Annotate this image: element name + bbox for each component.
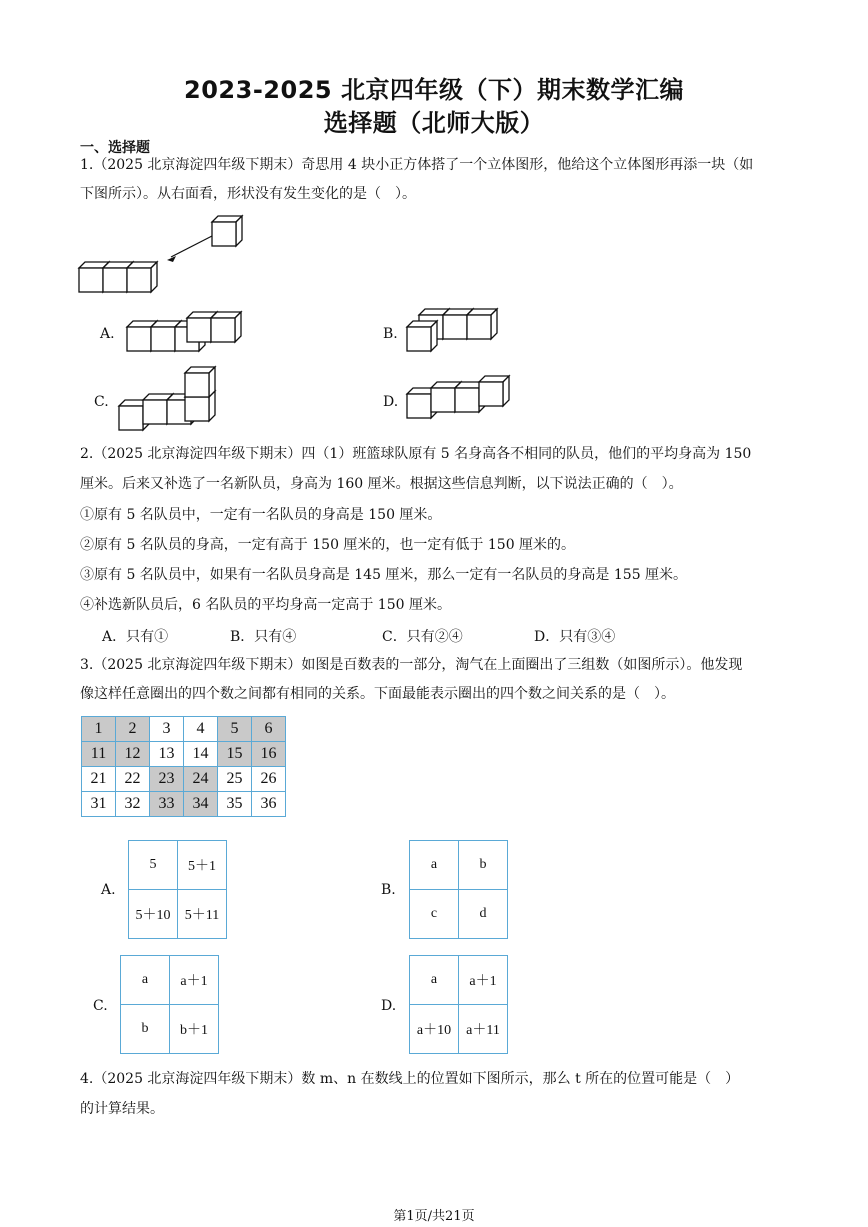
- page-title: 2023-2025 北京四年级（下）期末数学汇编: [184, 76, 684, 104]
- q3-option-a-cell: 5＋11: [178, 890, 227, 939]
- q4-text-line1: 4.（2025 北京海淀四年级下期末）数 m、n 在数线上的位置如下图所示，那么 t 所在的位置可能是（ ）: [80, 1071, 740, 1087]
- q3-option-d-label: D.: [381, 998, 397, 1014]
- q2-option-b[interactable]: B．只有④: [230, 629, 297, 645]
- hundred-chart-cell: 36: [252, 792, 286, 817]
- q3-option-b-label: B.: [381, 882, 396, 898]
- hundred-chart-cell: 23: [150, 767, 184, 792]
- page-subtitle: 选择题（北师大版）: [323, 109, 545, 137]
- q1-option-b-figure[interactable]: [403, 305, 508, 357]
- q3-option-d-cell: a＋10: [410, 1005, 459, 1054]
- hundred-chart-cell: 15: [218, 742, 252, 767]
- hundred-chart-cell: 12: [116, 742, 150, 767]
- q1-option-d-figure[interactable]: [403, 372, 518, 424]
- q1-original-figure: [75, 210, 255, 302]
- q1-option-c-label: C.: [94, 394, 109, 410]
- q1-text-line2: 下图所示）。从右面看，形状没有发生变化的是（ ）。: [80, 186, 416, 202]
- q3-option-a-label: A.: [101, 882, 116, 898]
- q3-option-c-cell: a: [121, 956, 170, 1005]
- section-heading: 一、选择题: [80, 140, 150, 156]
- q1-option-d-label: D.: [383, 394, 399, 410]
- q1-option-b-label: B.: [383, 326, 398, 342]
- q3-option-c-cell: b＋1: [170, 1005, 219, 1054]
- q2-text-line2: 厘米。后来又补选了一名新队员，身高为 160 厘米。根据这些信息判断，以下说法正确的（ ）。: [80, 476, 683, 492]
- q1-arrow: [171, 236, 212, 257]
- q2-statement-4: ④补选新队员后，6 名队员的平均身高一定高于 150 厘米。: [80, 597, 451, 613]
- q3-option-d-cell: a＋1: [459, 956, 508, 1005]
- hundred-chart-cell: 6: [252, 717, 286, 742]
- q3-text-line2: 像这样任意圈出的四个数之间都有相同的关系。下面最能表示圈出的四个数之间关系的是（ ）。: [80, 686, 675, 702]
- hundred-chart-cell: 22: [116, 767, 150, 792]
- q3-option-d-box[interactable]: [409, 955, 508, 1054]
- hundred-chart-cell: 26: [252, 767, 286, 792]
- q3-option-b-cell: b: [459, 841, 508, 890]
- page-footer: 第1页/共21页: [393, 1209, 475, 1224]
- q3-option-a-cell: 5: [129, 841, 178, 890]
- hundred-chart-cell: 16: [252, 742, 286, 767]
- hundred-chart-table: [81, 716, 286, 817]
- q1-option-a-label: A.: [100, 326, 115, 342]
- q3-option-a-box[interactable]: [128, 840, 227, 939]
- q3-option-b-box[interactable]: [409, 840, 508, 939]
- hundred-chart-cell: 32: [116, 792, 150, 817]
- hundred-chart-cell: 34: [184, 792, 218, 817]
- q1-option-c-figure[interactable]: [115, 364, 225, 436]
- hundred-chart-cell: 11: [82, 742, 116, 767]
- hundred-chart-cell: 1: [82, 717, 116, 742]
- q2-option-d[interactable]: D．只有③④: [534, 629, 616, 645]
- hundred-chart-cell: 4: [184, 717, 218, 742]
- hundred-chart-cell: 3: [150, 717, 184, 742]
- q3-option-b-cell: d: [459, 890, 508, 939]
- q1-option-a-figure[interactable]: [125, 310, 250, 354]
- hundred-chart-cell: 2: [116, 717, 150, 742]
- q2-option-a[interactable]: A．只有①: [102, 629, 169, 645]
- hundred-chart-cell: 21: [82, 767, 116, 792]
- hundred-chart-cell: 24: [184, 767, 218, 792]
- q3-option-a-cell: 5＋10: [129, 890, 178, 939]
- q2-option-c[interactable]: C．只有②④: [382, 629, 463, 645]
- q3-option-d-cell: a＋11: [459, 1005, 508, 1054]
- q3-option-a-cell: 5＋1: [178, 841, 227, 890]
- q2-statement-1: ①原有 5 名队员中，一定有一名队员的身高是 150 厘米。: [80, 507, 442, 523]
- q3-option-b-cell: a: [410, 841, 459, 890]
- q3-option-c-box[interactable]: [120, 955, 219, 1054]
- q3-option-c-cell: a＋1: [170, 956, 219, 1005]
- hundred-chart-cell: 31: [82, 792, 116, 817]
- q2-statement-3: ③原有 5 名队员中，如果有一名队员身高是 145 厘米，那么一定有一名队员的身高是 155 厘米。: [80, 567, 688, 583]
- hundred-chart-cell: 35: [218, 792, 252, 817]
- q2-text-line1: 2.（2025 北京海淀四年级下期末）四（1）班篮球队原有 5 名身高各不相同的队员，他们的平均身高为 150: [80, 446, 752, 462]
- q4-text-line2: 的计算结果。: [80, 1101, 164, 1117]
- q1-text-line1: 1.（2025 北京海淀四年级下期末）奇思用 4 块小正方体搭了一个立体图形，他给这个立体图形再添一块（如: [80, 157, 754, 173]
- q3-text-line1: 3.（2025 北京海淀四年级下期末）如图是百数表的一部分，淘气在上面圈出了三组数（如图所示）。他发现: [80, 657, 743, 673]
- q3-option-b-cell: c: [410, 890, 459, 939]
- q2-statement-2: ②原有 5 名队员的身高，一定有高于 150 厘米的，也一定有低于 150 厘米的。: [80, 537, 576, 553]
- hundred-chart-cell: 14: [184, 742, 218, 767]
- q3-option-c-cell: b: [121, 1005, 170, 1054]
- hundred-chart-cell: 13: [150, 742, 184, 767]
- q3-option-d-cell: a: [410, 956, 459, 1005]
- hundred-chart-cell: 5: [218, 717, 252, 742]
- hundred-chart-cell: 33: [150, 792, 184, 817]
- q3-option-c-label: C.: [93, 998, 108, 1014]
- hundred-chart-cell: 25: [218, 767, 252, 792]
